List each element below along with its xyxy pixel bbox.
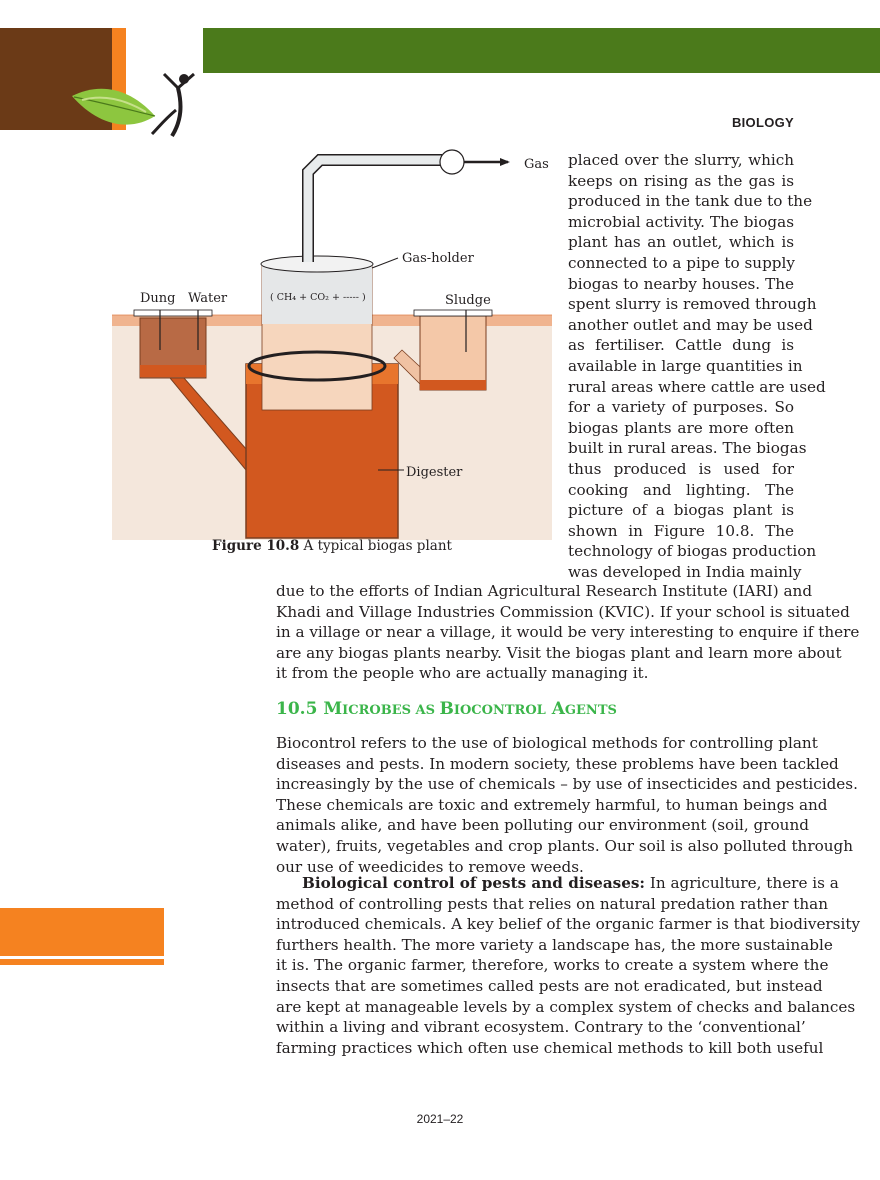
section-number: 10.5 <box>276 699 324 719</box>
text-line: keeps on rising as the gas is <box>568 171 794 190</box>
text-line: are kept at manageable levels by a complex system of checks and balances <box>276 997 856 1016</box>
page-footer-year: 2021–22 <box>416 1112 464 1126</box>
text-line: technology of biogas production <box>568 542 817 561</box>
label-gas: Gas <box>524 157 549 172</box>
text-line: plant has an outlet, which is <box>568 233 794 252</box>
text-line: connected to a pipe to supply <box>568 253 795 272</box>
biocontrol-paragraph <box>276 733 858 877</box>
heading-part: A <box>545 699 565 719</box>
heading-part: AS <box>411 703 440 718</box>
text-line: spent slurry is removed through <box>568 295 817 314</box>
header-green-bar <box>203 28 880 73</box>
biogas-plant-figure <box>112 140 552 540</box>
label-water: Water <box>188 291 228 306</box>
label-gas-holder: Gas-holder <box>402 251 474 266</box>
text-line: within a living and vibrant ecosystem. Contrary to the ‘conventional’ <box>276 1018 806 1037</box>
text-line: placed over the slurry, which <box>568 151 794 169</box>
text-line: picture of a biogas plant is <box>568 501 794 520</box>
text-line: biogas plants are more often <box>568 418 794 437</box>
text-line: cooking and lighting. The <box>568 480 794 499</box>
text-line: as fertiliser. Cattle dung is <box>568 336 794 355</box>
text-line: introduced chemicals. A key belief of the organic farmer is that biodiversity <box>276 915 861 934</box>
text-line: furthers health. The more variety a landscape has, the more sustainable <box>276 935 833 954</box>
text-span: In agriculture, there is a <box>645 874 839 892</box>
label-dung: Dung <box>140 291 176 306</box>
heading-part: GENTS <box>564 703 617 718</box>
label-formula: ( CH₄ + CO₂ + ----- ) <box>270 292 366 303</box>
text-line: Biocontrol refers to the use of biological methods for controlling plant <box>276 734 818 752</box>
text-line: built in rural areas. The biogas <box>568 439 807 458</box>
text-line: are any biogas plants nearby. Visit the biogas plant and learn more about <box>276 643 842 662</box>
text-line: Khadi and Village Industries Commission (KVIC). If your school is situated <box>276 602 850 621</box>
section-heading <box>276 699 617 719</box>
heading-part: M <box>323 699 343 719</box>
text-line: increasingly by the use of chemicals – by use of insecticides and pesticides. <box>276 775 858 794</box>
text-line: thus produced is used for <box>568 459 794 478</box>
side-orange-block <box>0 908 164 956</box>
text-line: animals alike, and have been polluting our environment (soil, ground <box>276 816 809 835</box>
heading-part: ICROBES <box>342 703 411 718</box>
ncert-logo-icon <box>60 70 200 150</box>
side-orange-line <box>0 959 164 965</box>
pest-control-paragraph <box>276 873 861 1058</box>
wrap-paragraph <box>568 150 826 582</box>
text-line: available in large quantities in <box>568 356 803 375</box>
text-line: was developed in India mainly <box>568 562 802 581</box>
text-line: shown in Figure 10.8. The <box>568 521 794 540</box>
text-line: it from the people who are actually managing it. <box>276 664 649 683</box>
subject-header: BIOLOGY <box>731 115 794 130</box>
text-line: biogas to nearby houses. The <box>568 274 794 293</box>
text-line: insects that are sometimes called pests are not eradicated, but instead <box>276 976 823 995</box>
heading-part: B <box>439 699 454 719</box>
text-line: produced in the tank due to the <box>568 192 813 211</box>
outlet-tank <box>420 316 486 390</box>
text-line: it is. The organic farmer, therefore, works to create a system where the <box>276 956 829 975</box>
figure-number: Figure 10.8 <box>212 538 300 554</box>
text-line: farming practices which often use chemical methods to kill both useful <box>276 1038 824 1057</box>
label-sludge: Sludge <box>445 293 491 308</box>
heading-part: IOCONTROL <box>453 703 546 718</box>
text-line: for a variety of purposes. So <box>568 398 794 417</box>
text-line: water), fruits, vegetables and crop plants. Our soil is also polluted through <box>276 836 854 855</box>
text-line: These chemicals are toxic and extremely harmful, to human beings and <box>276 795 828 814</box>
text-line: in a village or near a village, it would be very interesting to enquire if there <box>276 623 860 642</box>
text-line: rural areas where cattle are used <box>568 377 826 396</box>
text-line: our use of weedicides to remove weeds. <box>276 857 584 876</box>
text-line <box>276 873 839 894</box>
continuation-paragraph <box>276 581 860 684</box>
label-digester: Digester <box>406 465 463 480</box>
bold-lead: Biological control of pests and diseases: <box>302 874 646 892</box>
figure-caption <box>212 538 452 554</box>
figure-title: A typical biogas plant <box>299 538 452 554</box>
text-line: another outlet and may be used <box>568 315 813 334</box>
text-line: microbial activity. The biogas <box>568 212 794 231</box>
text-line: method of controlling pests that relies on natural predation rather than <box>276 894 829 913</box>
text-line: due to the efforts of Indian Agricultural Research Institute (IARI) and <box>276 582 813 600</box>
text-line: diseases and pests. In modern society, these problems have been tackled <box>276 754 839 773</box>
